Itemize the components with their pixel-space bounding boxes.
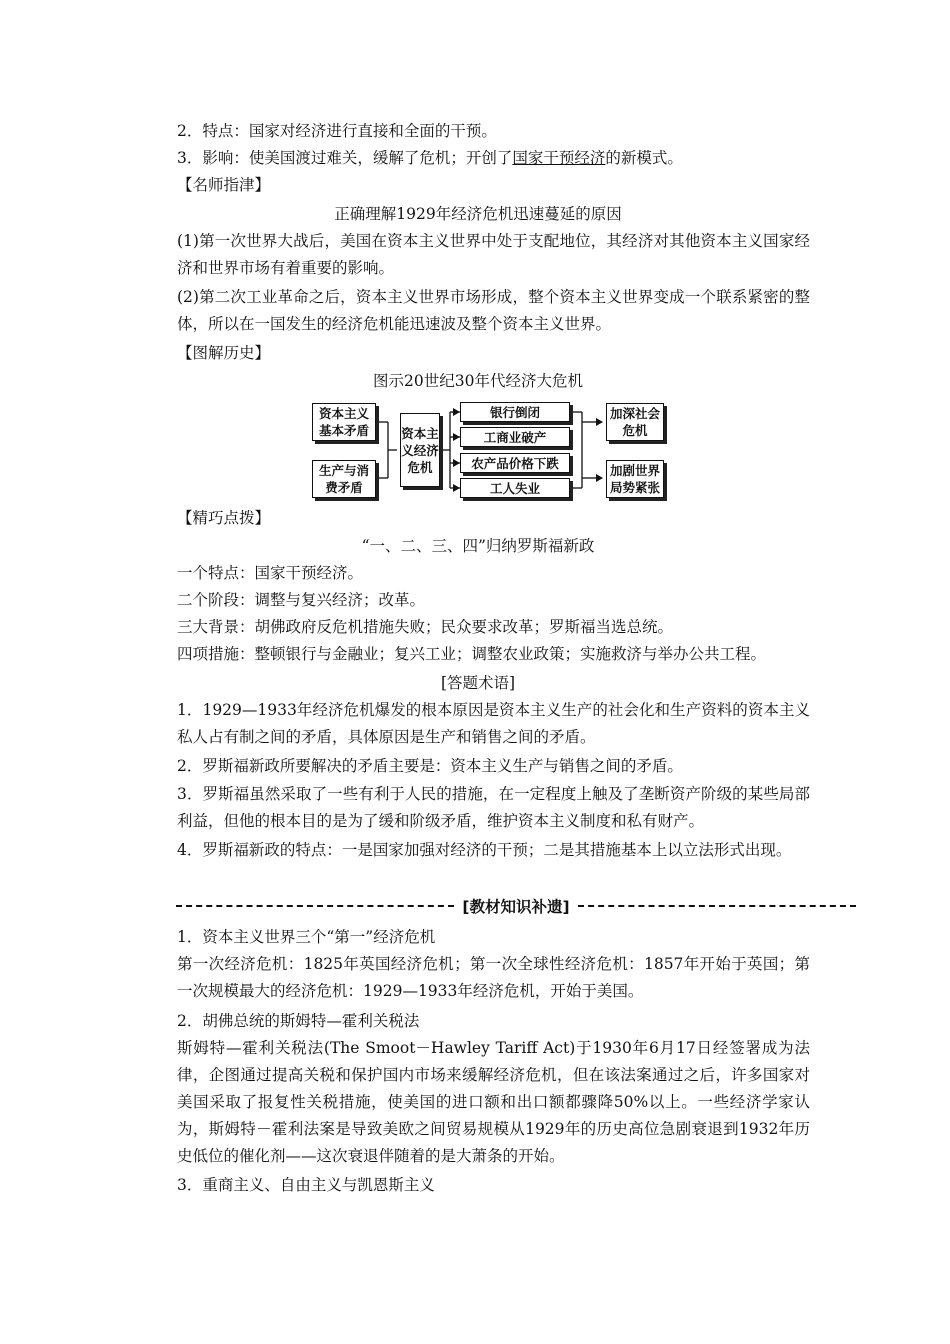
answer-term-1: 1．1929—1933年经济危机爆发的根本原因是资本主义生产的社会化和生产资料的资本主义私人占有制之间的矛盾，具体原因是生产和销售之间的矛盾。	[177, 701, 810, 746]
answer-term-4: 4．罗斯福新政的特点：一是国家加强对经济的干预；二是其措施基本上以立法形式出现。	[177, 841, 792, 859]
section-heading-tujie: 【图解历史】	[177, 344, 271, 362]
paragraph-reason-1: (1)第一次世界大战后，美国在资本主义世界中处于支配地位，其经济对其他资本主义国家经济和世界市场有着重要的影响。	[177, 232, 810, 277]
cause-production-consumption: 生产与消费矛盾	[312, 460, 376, 498]
effect-business-bankruptcy: 工商业破产	[460, 427, 570, 447]
paragraph-trait: 2．特点：国家对经济进行直接和全面的干预。	[177, 122, 497, 140]
effect-bank-failure: 银行倒闭	[460, 402, 570, 422]
supplement-text-2: 斯姆特—霍利关税法(The Smoot－Hawley Tariff Act)于1930年6月17日经签署成为法律，企图通过提高关税和保护国内市场来缓解经济危机，但在该法案通过之后，许多国家对美国采取了报复性关税措施，使美国的进口额和出口额都骤降50%以上。一些经济学家认为，斯姆特－霍利法案是导致美欧之间贸易规模从1929年的历史高位急剧衰退到1932年历史低位的催化剂——这次衰退伴随着的是大萧条的开始。	[177, 1039, 810, 1165]
supplement-heading-1: 1．资本主义世界三个“第一”经济危机	[177, 928, 436, 946]
figure-title: 图示20世纪30年代经济大危机	[373, 372, 583, 390]
point-one: 一个特点：国家干预经济。	[177, 564, 364, 582]
point-two: 二个阶段：调整与复兴经济；改革。	[177, 591, 426, 609]
paragraph-impact: 3．影响：使美国渡过难关，缓解了危机；开创了国家干预经济的新模式。	[177, 149, 683, 167]
result-world-tension: 加剧世界局势紧张	[606, 460, 664, 498]
effect-farm-price-drop: 农产品价格下跌	[460, 453, 570, 473]
result-social-crisis: 加深社会危机	[606, 403, 664, 441]
paragraph-reason-2: (2)第二次工业革命之后，资本主义世界市场形成，整个资本主义世界变成一个联系紧密的整体，所以在一国发生的经济危机能迅速波及整个资本主义世界。	[177, 288, 810, 333]
point-three: 三大背景：胡佛政府反危机措施失败；民众要求改革；罗斯福当选总统。	[177, 618, 674, 636]
jingqiao-title: “一、二、三、四”归纳罗斯福新政	[361, 537, 595, 555]
center-economic-crisis: 资本主义经济危机	[400, 413, 440, 487]
underlined-term: 国家干预经济	[512, 149, 606, 167]
supplement-heading-2: 2．胡佛总统的斯姆特—霍利关税法	[177, 1012, 420, 1030]
crisis-flowchart	[300, 400, 680, 500]
dati-heading: [答题术语]	[440, 674, 516, 692]
point-four: 四项措施：整顿银行与金融业；复兴工业；调整农业政策；实施救济与举办公共工程。	[177, 645, 767, 663]
section-heading-jingqiao: 【精巧点拨】	[177, 509, 271, 527]
supplement-text-1: 第一次经济危机：1825年英国经济危机；第一次全球性经济危机：1857年开始于英国；第一次规模最大的经济危机：1929—1933年经济危机，开始于美国。	[177, 955, 810, 1000]
mingshi-title: 正确理解1929年经济危机迅速蔓延的原因	[334, 205, 622, 223]
answer-term-3: 3．罗斯福虽然采取了一些有利于人民的措施，在一定程度上触及了垄断资产阶级的某些局部利益，但他的根本目的是为了缓和阶级矛盾，维护资本主义制度和私有财产。	[177, 785, 810, 830]
section-heading-mingshi: 【名师指津】	[177, 176, 271, 194]
effect-unemployment: 工人失业	[460, 478, 570, 498]
section-divider	[176, 893, 856, 919]
cause-basic-contradiction: 资本主义基本矛盾	[312, 403, 376, 441]
supplement-heading-3: 3．重商主义、自由主义与凯恩斯主义	[177, 1176, 435, 1194]
answer-term-2: 2．罗斯福新政所要解决的矛盾主要是：资本主义生产与销售之间的矛盾。	[177, 757, 683, 775]
divider-title: [教材知识补遗]	[462, 898, 570, 916]
